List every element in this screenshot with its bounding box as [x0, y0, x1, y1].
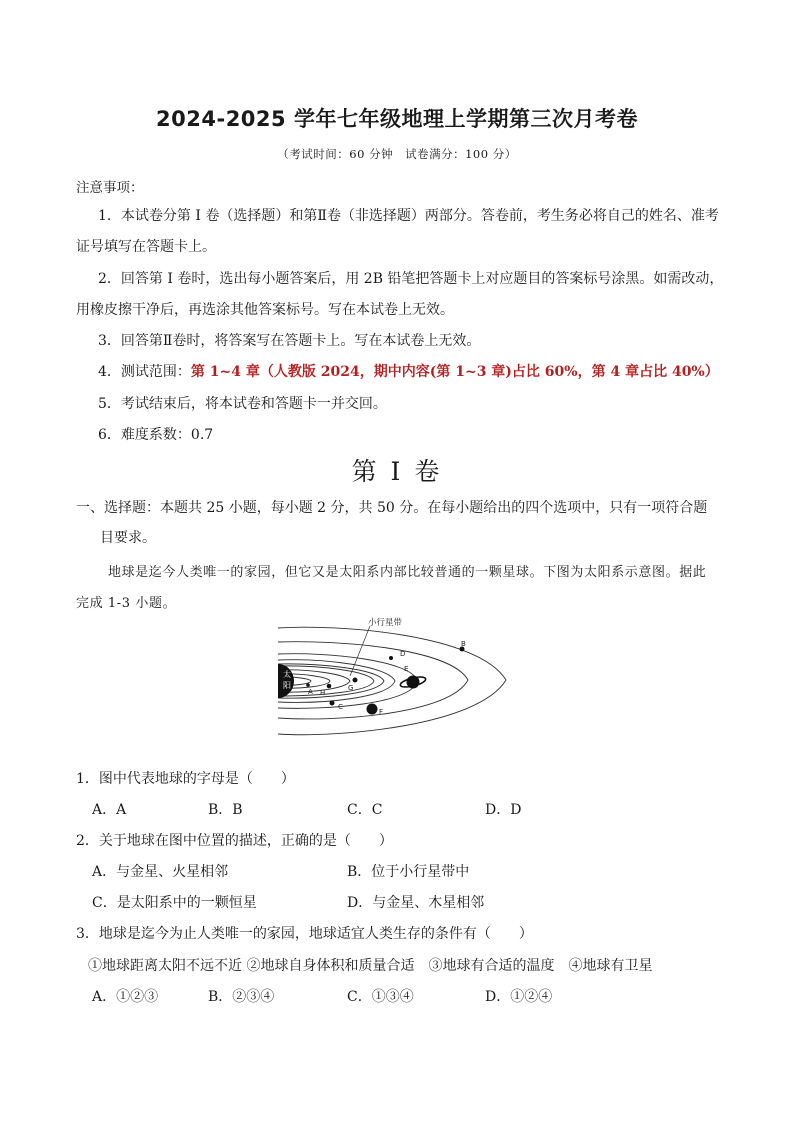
question-1-option-a[interactable]: A．A	[92, 802, 127, 818]
planet-g-dot	[353, 678, 358, 683]
planet-d-label: D	[400, 650, 406, 658]
planet-c-label: C	[338, 703, 343, 711]
note-item-5: 5．考试结束后，将本试卷和答题卡一并交回。	[98, 396, 387, 412]
question-2-option-c[interactable]: C．是太阳系中的一颗恒星	[92, 895, 257, 911]
intro-line-1: 地球是迄今人类唯一的家园，但它又是太阳系内部比较普通的一颗星球。下图为太阳系示意图。据此	[108, 565, 707, 580]
question-1-option-b[interactable]: B．B	[208, 802, 243, 818]
planet-a-label: A	[308, 688, 313, 696]
planet-h-label: H	[320, 689, 326, 697]
question-1-stem: 1．图中代表地球的字母是（ ）	[76, 771, 295, 787]
sun-label-1: 太	[283, 670, 291, 679]
planet-a-dot	[306, 683, 310, 687]
question-3-option-b[interactable]: B．②③④	[208, 989, 275, 1005]
question-3-stem: 3．地球是迄今为止人类唯一的家园，地球适宜人类生存的条件有（ ）	[76, 926, 533, 942]
volume-heading: 第 I 卷	[351, 457, 443, 486]
note-item-4-prefix: 4．测试范围：	[98, 364, 191, 380]
solar-system-diagram	[278, 614, 520, 760]
test-range-text: 第 1~4 章（人教版 2024，期中内容(第 1~3 章)占比 60%，第 4 章占比 40%）	[190, 364, 719, 380]
exam-subtitle: （考试时间：60 分钟 试卷满分：100 分）	[277, 147, 517, 161]
planet-e-label: E	[404, 665, 409, 673]
planet-f-label: F	[379, 708, 384, 716]
question-2-stem: 2．关于地球在图中位置的描述，正确的是（ ）	[76, 833, 393, 849]
question-2-option-a[interactable]: A．与金星、火星相邻	[92, 864, 229, 880]
planet-b-label: B	[461, 640, 466, 648]
note-item-1-line-1: 1．本试卷分第 I 卷（选择题）和第Ⅱ卷（非选择题）两部分。答卷前，考生务必将自己的姓名、准考	[98, 208, 719, 224]
note-item-3: 3．回答第Ⅱ卷时，将答案写在答题卡上。写在本试卷上无效。	[98, 333, 481, 349]
asteroid-belt-label: 小行星带	[368, 618, 403, 628]
note-item-6: 6．难度系数：0.7	[98, 427, 214, 443]
question-3-option-d[interactable]: D．①②④	[485, 989, 553, 1005]
orbit-lines	[278, 627, 506, 735]
planet-c-dot	[330, 701, 335, 706]
orbit-f	[278, 654, 418, 709]
question-2-option-b[interactable]: B．位于小行星带中	[347, 864, 470, 880]
note-item-2-line-1: 2．回答第 I 卷时，选出每小题答案后，用 2B 铅笔把答题卡上对应题目的答案标号涂黑。如需改动，	[98, 271, 724, 287]
sun-label-2: 阳	[283, 681, 291, 690]
planet-h-dot	[327, 684, 332, 689]
note-item-1-line-2: 证号填写在答题卡上。	[76, 239, 216, 255]
asteroid-belt-leader	[350, 626, 370, 676]
question-3-conditions: ①地球距离太阳不远不近 ②地球自身体积和质量合适 ③地球有合适的温度 ④地球有卫星	[88, 958, 653, 974]
intro-line-2: 完成 1-3 小题。	[76, 596, 177, 611]
planet-f-dot	[367, 704, 378, 715]
question-3-option-a[interactable]: A．①②③	[92, 989, 159, 1005]
note-item-2-line-2: 用橡皮擦干净后，再选涂其他答案标号。写在本试卷上无效。	[76, 302, 454, 318]
question-1-option-d[interactable]: D．D	[485, 802, 522, 818]
question-1-option-c[interactable]: C．C	[347, 802, 383, 818]
planet-g-label: G	[348, 684, 354, 692]
question-2-option-d[interactable]: D．与金星、木星相邻	[347, 895, 485, 911]
section-instruction-line-1: 一、选择题：本题共 25 小题，每小题 2 分，共 50 分。在每小题给出的四个选项中，只有一项符合题	[76, 500, 708, 516]
notes-heading: 注意事项：	[76, 180, 144, 196]
planet-d-dot	[389, 656, 393, 660]
section-instruction-line-2: 目要求。	[100, 530, 156, 546]
note-item-4	[98, 361, 719, 381]
exam-title: 2024-2025 学年七年级地理上学期第三次月考卷	[156, 107, 638, 131]
question-3-option-c[interactable]: C．①③④	[347, 989, 414, 1005]
